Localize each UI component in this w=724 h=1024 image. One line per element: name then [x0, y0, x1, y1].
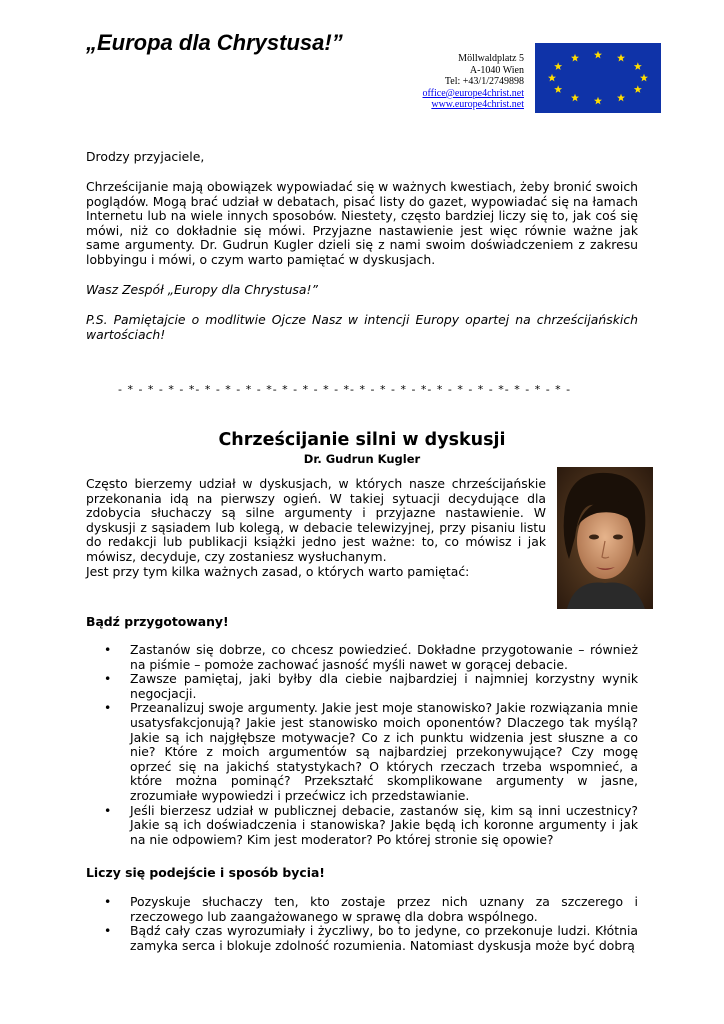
list-item: • Pozyskuje słuchaczy ten, kto zostaje przez nich uznany za szczerego i rzeczowego lub zaangażowanego w sprawę dla dobra wspólnego.: [104, 894, 638, 924]
email-link[interactable]: office@europe4christ.net: [422, 87, 524, 99]
section1-heading: Bądź przygotowany!: [86, 614, 229, 629]
section2-bullet-list: [86, 895, 638, 953]
bullet-icon: •: [104, 671, 112, 687]
letter-postscript: P.S. Pamiętajcie o modlitwie Ojcze Nasz w intencji Europy opartej na chrześcijańskich wartościach!: [86, 312, 638, 342]
author-photo: [557, 467, 653, 609]
brand-title: „Europa dla Chrystusa!”: [86, 30, 343, 55]
list-item: • Przeanalizuj swoje argumenty. Jakie jest moje stanowisko? Jakie rozwiązania mnie usatysfakcjonują? Jakie jest stanowisko moich oponentów? Dlaczego tak myślą? Jakie są ich najgłębsze motywacje? Co z ich punktu widzenia jest słuszne a co nie? Które z moich argumentów są najbardziej przekonywujące? Czy mogę oprzeć się na jakichś statystykach? O których rzeczach trzeba wspomnieć, a które można pominąć? Przekształć skomplikowane argumenty w jasne, zrozumiałe wypowiedzi i przećwicz ich przedstawianie.: [104, 700, 638, 803]
letter-greeting: Drodzy przyjaciele,: [86, 149, 205, 164]
bullet-icon: •: [104, 700, 112, 716]
address-street: Möllwaldplatz 5: [458, 53, 524, 64]
website-link[interactable]: www.europe4christ.net: [431, 99, 524, 111]
address-city: A-1040 Wien: [469, 64, 524, 76]
article-author: Dr. Gudrun Kugler: [303, 452, 421, 466]
bullet-icon: •: [104, 802, 112, 818]
article-intro-2: Jest przy tym kilka ważnych zasad, o których warto pamiętać:: [86, 563, 470, 579]
article-title: Chrześcijanie silni w dyskusji: [218, 430, 506, 450]
list-item: • Zawsze pamiętaj, jaki byłby dla ciebie najbardziej i najmniej korzystny wynik negocjacji.: [104, 671, 638, 701]
eu-flag-logo: [535, 43, 661, 113]
article-intro: Często bierzemy udział w dyskusjach, w których nasze chrześcijańskie przekonania idą na pierwszy ogień. W takiej sytuacji decydujące dla zdobycia słuchaczy są silne argumenty i przyjazne nastawienie. W dyskusji z sąsiadem lub kolegą, w debacie telewizyjnej, przy pisaniu listu do redakcji lub publikacji książki jedno jest ważne: to, co mówisz i jak mówisz, decyduje, czy zostaniesz wysłuchanym. Jest przy tym kilka ważnych zasad, o których warto pamiętać:: [86, 476, 546, 579]
letter-paragraph: Chrześcijanie mają obowiązek wypowiadać się w ważnych kwestiach, żeby bronić swoich poglądów. Mogą brać udział w debatach, pisać listy do gazet, wypowiadać się na łamach Internetu lub na wiele innych sposobów. Niestety, często bardziej liczy się to, jak coś się mówi, niż co dokładnie się mówi. Przyjazne nastawienie jest więc równie ważne jak same argumenty. Dr. Gudrun Kugler dzieli się z nami swoim doświadczeniem z zakresu lobbyingu i mówi, o czym warto pamiętać w dyskusjach.: [86, 179, 638, 267]
letter-signature: Wasz Zespół „Europy dla Chrystusa!”: [86, 282, 318, 297]
list-item: • Zastanów się dobrze, co chcesz powiedzieć. Dokładne przygotowanie – również na piśmie – pomoże zachować jasność myśli nawet w gorącej debacie.: [104, 642, 638, 672]
separator-line: - * - * - * - *- * - * - * - *- * - * - * - *- * - * - * - *- * - * - * - *- * - * - * -: [118, 383, 572, 396]
phone: Tel: +43/1/2749898: [444, 76, 524, 88]
bullet-icon: •: [104, 894, 112, 909]
list-item: • Jeśli bierzesz udział w publicznej debacie, zastanów się, kim są inni uczestnicy? Jakie są ich doświadczenia i stanowiska? Jakie będą ich koronne argumenty i jak na nie odpowiem? Kim jest moderator? Po której stronie się opowie?: [104, 802, 638, 847]
bullet-icon: •: [104, 642, 112, 657]
section2-heading: Liczy się podejście i sposób bycia!: [86, 865, 325, 880]
section1-bullet-list: [86, 643, 638, 847]
contact-block: [380, 53, 524, 111]
list-item: • Bądź cały czas wyrozumiały i życzliwy, bo to jedyne, co przekonuje ludzi. Kłótnia zamyka serca i blokuje zdolność rozumienia. Natomiast dyskusja może być dobrą: [104, 923, 638, 953]
bullet-icon: •: [104, 923, 112, 939]
